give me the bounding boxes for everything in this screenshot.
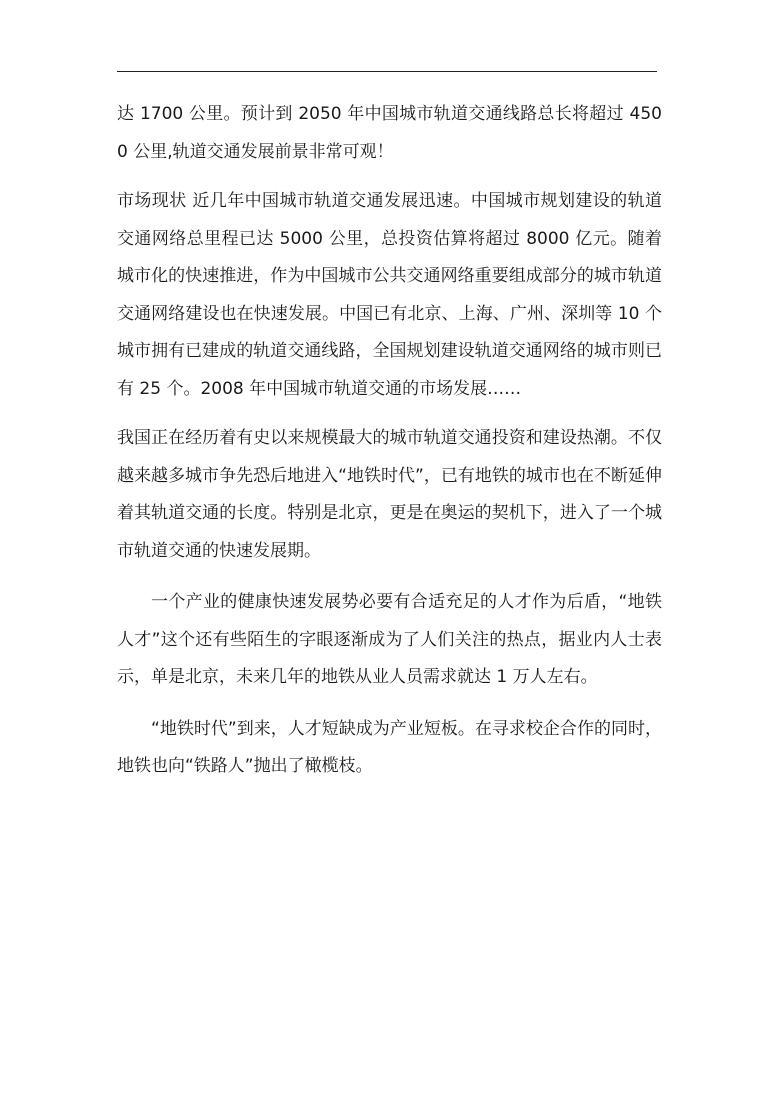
paragraph-market-status: 市场现状 近几年中国城市轨道交通发展迅速。中国城市规划建设的轨道交通网络总里程已达 5000 公里，总投资估算将超过 8000 亿元。随着城市化的快速推进，作为中国城市公共交通网络重要组成部分的城市轨道交通网络建设也在快速发展。中国已有北京、上海、广州、深圳等 10 个城市拥有已建成的轨道交通线路，全国规划建设轨道交通网络的城市则已有 25 个。2008 年中国城市轨道交通的市场发展……	[117, 191, 662, 399]
paragraph-talent-shortage: “地铁时代”到来，人才短缺成为产业短板。在寻求校企合作的同时，地铁也向“铁路人”抛出了橄榄枝。	[117, 718, 662, 776]
header-rule	[117, 71, 657, 72]
paragraph-investment-boom: 我国正在经历着有史以来规模最大的城市轨道交通投资和建设热潮。不仅越来越多城市争先恐后地进入“地铁时代”，已有地铁的城市也在不断延伸着其轨道交通的长度。特别是北京，更是在奥运的契机下，进入了一个城市轨道交通的快速发展期。	[117, 428, 662, 561]
document-body	[117, 96, 662, 786]
paragraph-rail-length-forecast: 达 1700 公里。预计到 2050 年中国城市轨道交通线路总长将超过 4500 公里,轨道交通发展前景非常可观！	[117, 104, 662, 162]
paragraph-talent-demand: 一个产业的健康快速发展势必要有合适充足的人才作为后盾，“地铁人才”这个还有些陌生的字眼逐渐成为了人们关注的热点，据业内人士表示，单是北京，未来几年的地铁从业人员需求就达 1 万人左右。	[117, 592, 662, 687]
